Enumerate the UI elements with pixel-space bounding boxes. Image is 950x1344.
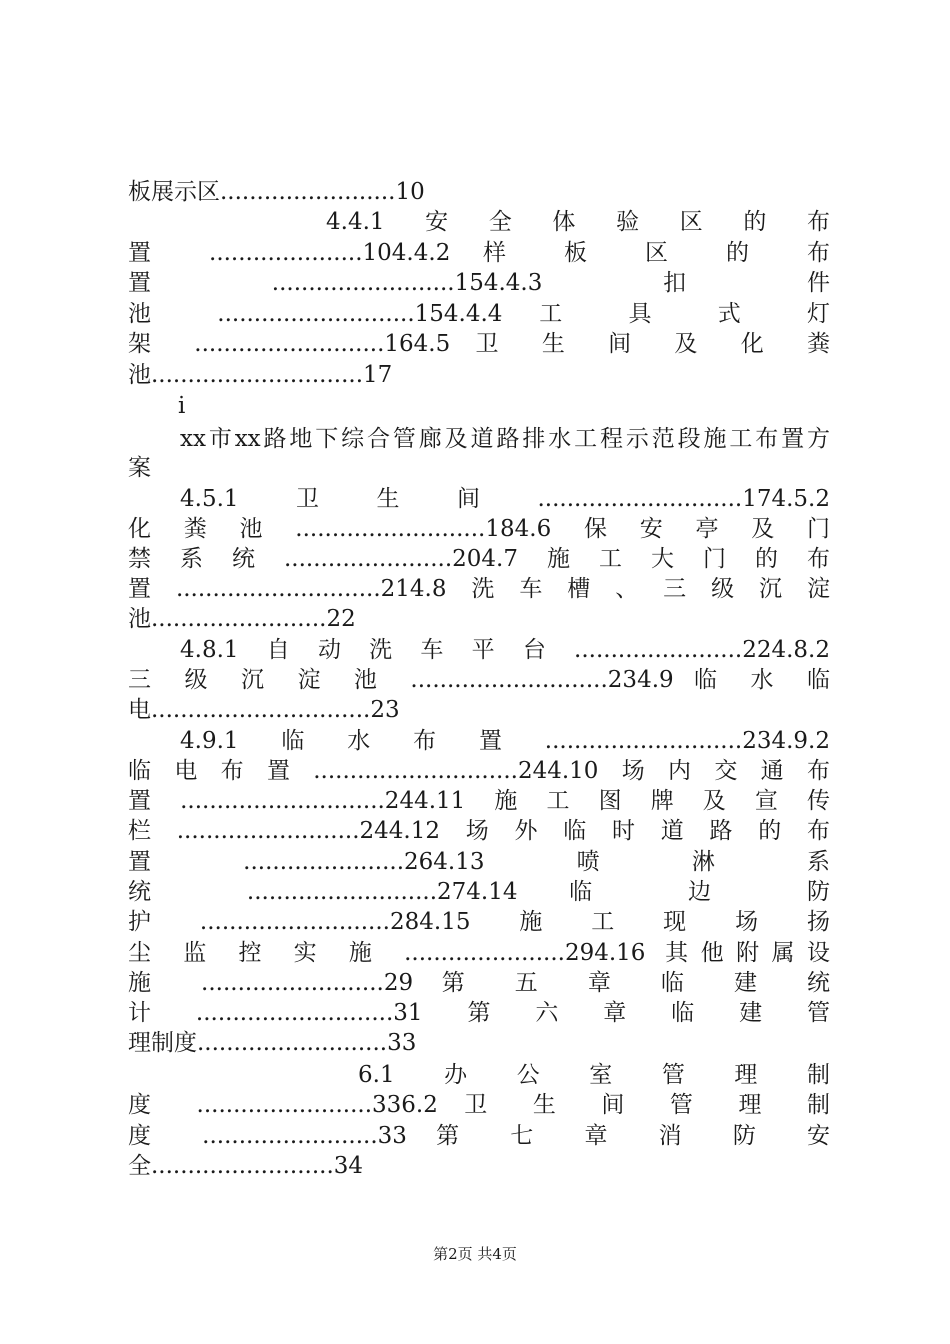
toc-line: 4.5.1卫生间............................174.5.2	[180, 486, 830, 512]
toc-line: 4.4.1 安 全 体 验 区 的 布	[326, 209, 830, 235]
toc-line: 临电布置............................244.10场内交通布	[128, 758, 830, 784]
toc-line: 置............................214.8洗车槽、三级沉淀	[128, 576, 830, 602]
toc-line: 池.............................17	[128, 362, 393, 388]
toc-line: 置 .....................104.4.2 样 板 区 的 布	[128, 240, 830, 266]
toc-line: 4.9.1临水布置...........................234.9.2	[180, 728, 830, 754]
toc-line: 全.........................34	[128, 1153, 364, 1179]
toc-line: 护..........................284.15施工现场扬	[128, 909, 830, 935]
toc-line: 禁系统.......................204.7施工大门的布	[128, 546, 830, 572]
toc-line: 电..............................23	[128, 697, 400, 723]
toc-line: 理制度..........................33	[128, 1030, 417, 1056]
toc-line: 尘 监 控 实 施 ......................294.16 其他附属设	[128, 940, 830, 966]
page-footer: 第2页 共4页	[433, 1245, 517, 1263]
toc-line: 池 ...........................154.4.4 工 具 式 灯	[128, 301, 830, 327]
toc-line: 三 级 沉 淀 池 ...........................234.9 临 水 临	[128, 667, 830, 693]
toc-line: 栏.........................244.12场外临时道路的布	[128, 818, 830, 844]
toc-line: 架 ..........................164.5 卫 生 间 及 化 粪	[128, 331, 830, 357]
toc-line: 化粪池..........................184.6保安亭及门	[128, 516, 830, 542]
toc-line: 统 ..........................274.14 临 边 防	[128, 879, 830, 905]
toc-line: 4.8.1自动洗车平台.......................224.8.2	[180, 637, 830, 663]
toc-line: 度 ........................336.2 卫 生 间 管 理 制	[128, 1092, 830, 1118]
toc-line: 施 .........................29 第 五 章 临 建 统	[128, 970, 830, 996]
page-marker: i	[178, 393, 186, 419]
toc-line: 置 ......................264.13 喷 淋 系	[128, 849, 830, 875]
toc-line: 置 .........................154.4.3 扣 件	[128, 270, 830, 296]
toc-line: 板展示区........................10	[128, 179, 425, 205]
document-title-cont: 案	[128, 455, 151, 481]
toc-line: 计...........................31第六章临建管	[128, 1000, 830, 1026]
toc-line: 置............................244.11施工图牌及宣传	[128, 788, 830, 814]
document-title: xx市xx路地下综合管廊及道路排水工程示范段施工布置方	[180, 426, 830, 452]
toc-line: 度 ........................33 第 七 章 消 防 安	[128, 1123, 830, 1149]
toc-line: 池........................22	[128, 606, 356, 632]
toc-line: 6.1 办 公 室 管 理 制	[358, 1062, 830, 1088]
